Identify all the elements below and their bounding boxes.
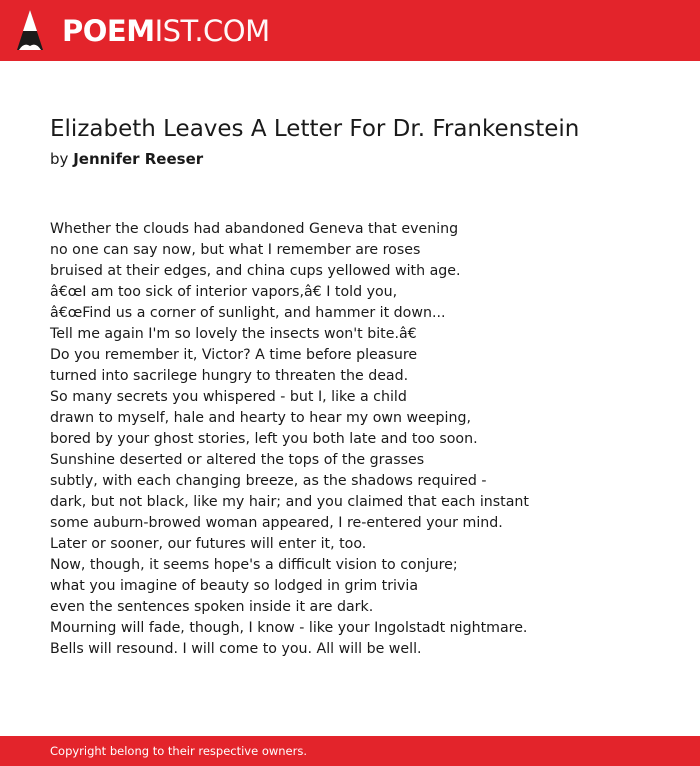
poem-line: Sunshine deserted or altered the tops of the grasses — [50, 452, 425, 468]
site-logo[interactable] — [62, 13, 270, 49]
poem-line: bruised at their edges, and china cups yellowed with age. — [50, 263, 461, 279]
poem-line: Tell me again I'm so lovely the insects won't bite.â€ — [50, 326, 417, 342]
poem-line: what you imagine of beauty so lodged in grim trivia — [50, 578, 419, 594]
poem-line: Now, though, it seems hope's a difficult vision to conjure; — [50, 557, 458, 573]
brand-name-bold: POEM — [62, 14, 155, 48]
author-name: Jennifer Reeser — [73, 150, 204, 168]
poem-line: no one can say now, but what I remember are roses — [50, 242, 421, 258]
pencil-icon[interactable] — [16, 9, 44, 51]
site-footer — [0, 736, 700, 766]
poem-line: bored by your ghost stories, left you both late and too soon. — [50, 431, 478, 447]
poem-line: Whether the clouds had abandoned Geneva that evening — [50, 221, 459, 237]
brand-name-light: IST.COM — [154, 14, 270, 48]
poem-line: dark, but not black, like my hair; and you claimed that each instant — [50, 494, 529, 510]
poem-line: subtly, with each changing breeze, as the shadows required - — [50, 473, 487, 489]
poem-line: drawn to myself, hale and hearty to hear my own weeping, — [50, 410, 472, 426]
poem-line: So many secrets you whispered - but I, like a child — [50, 389, 407, 405]
copyright-notice: Copyright belong to their respective owners. — [50, 744, 308, 758]
poem-body — [50, 219, 670, 660]
poem-line: Mourning will fade, though, I know - like your Ingolstadt nightmare. — [50, 620, 528, 636]
poem-line: turned into sacrilege hungry to threaten the dead. — [50, 368, 409, 384]
poem-line: Do you remember it, Victor? A time before pleasure — [50, 347, 418, 363]
poem-title: Elizabeth Leaves A Letter For Dr. Frankenstein — [50, 116, 580, 142]
by-label: by — [50, 150, 69, 168]
poem-line: Bells will resound. I will come to you. All will be well. — [50, 641, 422, 657]
poem-line: some auburn-browed woman appeared, I re-entered your mind. — [50, 515, 503, 531]
poem-line: even the sentences spoken inside it are dark. — [50, 599, 374, 615]
poem-line: Later or sooner, our futures will enter it, too. — [50, 536, 367, 552]
site-header — [0, 0, 700, 61]
poem-line: â€œFind us a corner of sunlight, and hammer it down... — [50, 305, 446, 321]
byline — [50, 150, 203, 168]
poem-line: â€œI am too sick of interior vapors,â€ I told you, — [50, 284, 398, 300]
